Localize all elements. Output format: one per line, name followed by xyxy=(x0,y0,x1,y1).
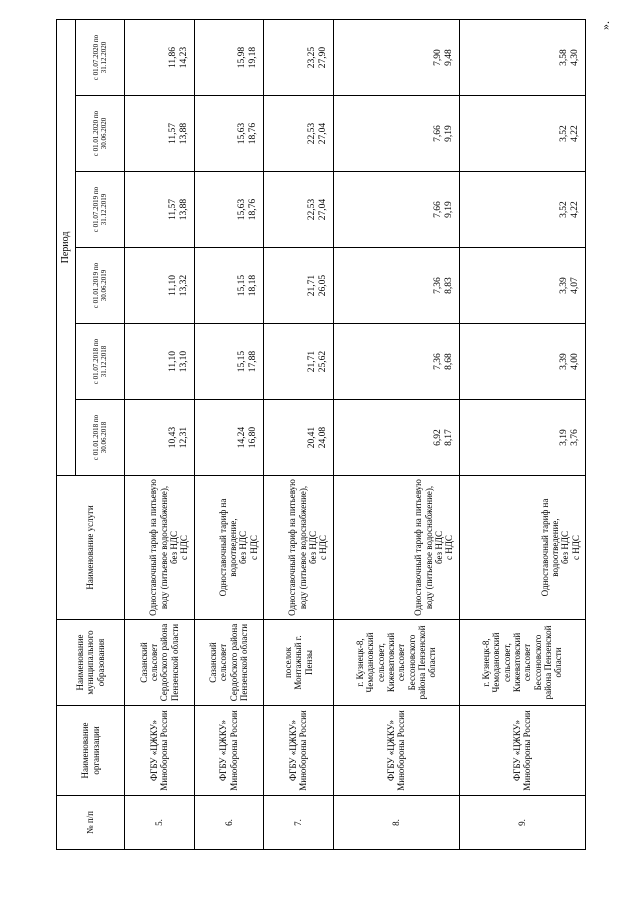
header-period-3: с 01.01.2019 по 30.06.2019 xyxy=(76,248,125,324)
row-organization: ФГБУ «ЦЖКУ» Минобороны России xyxy=(194,706,264,796)
value-cell: 22,53 27,04 xyxy=(264,96,334,172)
value-cell: 3,58 4,30 xyxy=(459,20,585,96)
service-vat: с НДС xyxy=(570,535,581,560)
header-municipality: Наименование муниципального образования xyxy=(57,620,125,706)
header-period-1: с 01.01.2018 по 30.06.2018 xyxy=(76,400,125,476)
row-municipality: г. Кузнецк-8, Чемодановский сельсовет, Кижеватовский сельсовет Бессоновского района Пензенской области xyxy=(459,620,585,706)
table-row xyxy=(459,20,585,850)
value-cell: 3,19 3,76 xyxy=(459,400,585,476)
value-cell: 7,90 9,48 xyxy=(333,20,459,96)
value-cell: 11,86 14,23 xyxy=(125,20,195,96)
value-cell: 21,71 25,62 xyxy=(264,324,334,400)
value-cell: 15,98 19,18 xyxy=(194,20,264,96)
table-row xyxy=(264,20,334,850)
table-row xyxy=(194,20,264,850)
service-vat: с НДС xyxy=(318,535,329,560)
value-cell: 15,15 17,88 xyxy=(194,324,264,400)
value-cell: 11,10 13,10 xyxy=(125,324,195,400)
row-municipality: Сазанский сельсовет Сердобского района Пензенской области xyxy=(194,620,264,706)
closing-quote: ». xyxy=(598,21,612,30)
value-cell: 22,53 27,04 xyxy=(264,172,334,248)
row-number: 9. xyxy=(459,796,585,850)
header-period-5: с 01.01.2020 по 30.06.2020 xyxy=(76,96,125,172)
value-cell: 15,63 18,76 xyxy=(194,96,264,172)
header-period-2: с 01.07.2018 по 31.12.2018 xyxy=(76,324,125,400)
service-no-vat: без НДС xyxy=(307,531,318,565)
value-cell: 20,41 24,08 xyxy=(264,400,334,476)
row-municipality: поселок Монтажный г. Пензы xyxy=(264,620,334,706)
row-number: 7. xyxy=(264,796,334,850)
value-cell: 6,92 8,17 xyxy=(333,400,459,476)
service-name: Одноставочный тариф на питьевую воду (питьевое водоснабжение), xyxy=(413,479,434,616)
header-period: Период xyxy=(57,20,76,476)
row-municipality: г. Кузнецк-8, Чемодановский сельсовет, Кижеватовский сельсовет Бессоновского района Пензенской области xyxy=(333,620,459,706)
value-cell: 23,25 27,90 xyxy=(264,20,334,96)
tariff-table xyxy=(56,19,586,850)
value-cell: 15,63 18,76 xyxy=(194,172,264,248)
value-cell: 3,52 4,22 xyxy=(459,96,585,172)
service-vat: с НДС xyxy=(179,535,190,560)
service-name: Одноставочный тариф на водоотведение, xyxy=(217,498,239,597)
value-cell: 3,52 4,22 xyxy=(459,172,585,248)
row-number: 5. xyxy=(125,796,195,850)
value-cell: 7,66 9,19 xyxy=(333,172,459,248)
value-cell: 7,36 8,83 xyxy=(333,248,459,324)
value-cell: 7,36 8,68 xyxy=(333,324,459,400)
value-cell: 3,39 4,00 xyxy=(459,324,585,400)
row-service xyxy=(459,476,585,620)
service-vat: с НДС xyxy=(444,535,455,560)
service-vat: с НДС xyxy=(248,535,259,560)
table-row xyxy=(333,20,459,850)
row-number: 6. xyxy=(194,796,264,850)
value-cell: 3,39 4,07 xyxy=(459,248,585,324)
service-name: Одноставочный тариф на водоотведение, xyxy=(539,498,560,597)
row-service xyxy=(264,476,334,620)
row-organization: ФГБУ «ЦЖКУ» Минобороны России xyxy=(125,706,195,796)
row-service xyxy=(333,476,459,620)
value-cell: 11,57 13,88 xyxy=(125,172,195,248)
header-org: Наименование организации xyxy=(57,706,125,796)
row-service xyxy=(125,476,195,620)
row-service xyxy=(194,476,264,620)
value-cell: 11,57 13,88 xyxy=(125,96,195,172)
value-cell: 7,66 9,19 xyxy=(333,96,459,172)
row-organization: ФГБУ «ЦЖКУ» Минобороны России xyxy=(333,706,459,796)
service-no-vat: без НДС xyxy=(434,531,445,565)
value-cell: 10,43 12,31 xyxy=(125,400,195,476)
row-number: 8. xyxy=(333,796,459,850)
service-no-vat: без НДС xyxy=(168,531,179,565)
service-no-vat: без НДС xyxy=(238,531,249,565)
service-no-vat: без НДС xyxy=(560,531,571,565)
value-cell: 21,71 26,05 xyxy=(264,248,334,324)
service-name: Одноставочный тариф на питьевую воду (питьевое водоснабжение), xyxy=(287,479,308,616)
rotated-page xyxy=(56,20,586,850)
value-cell: 11,10 13,32 xyxy=(125,248,195,324)
header-service: Наименование услуги xyxy=(57,476,125,620)
row-organization: ФГБУ «ЦЖКУ» Минобороны России xyxy=(264,706,334,796)
header-period-4: с 01.07.2019 по 31.12.2019 xyxy=(76,172,125,248)
header-num: № п/п xyxy=(57,796,125,850)
value-cell: 14,24 16,80 xyxy=(194,400,264,476)
table-row xyxy=(125,20,195,850)
header-period-6: с 01.07.2020 по 31.12.2020 xyxy=(76,20,125,96)
value-cell: 15,15 18,18 xyxy=(194,248,264,324)
row-organization: ФГБУ «ЦЖКУ» Минобороны России xyxy=(459,706,585,796)
service-name: Одноставочный тариф на питьевую воду (питьевое водоснабжение), xyxy=(148,479,169,616)
row-municipality: Сазанский сельсовет Сердобского района Пензенской области xyxy=(125,620,195,706)
